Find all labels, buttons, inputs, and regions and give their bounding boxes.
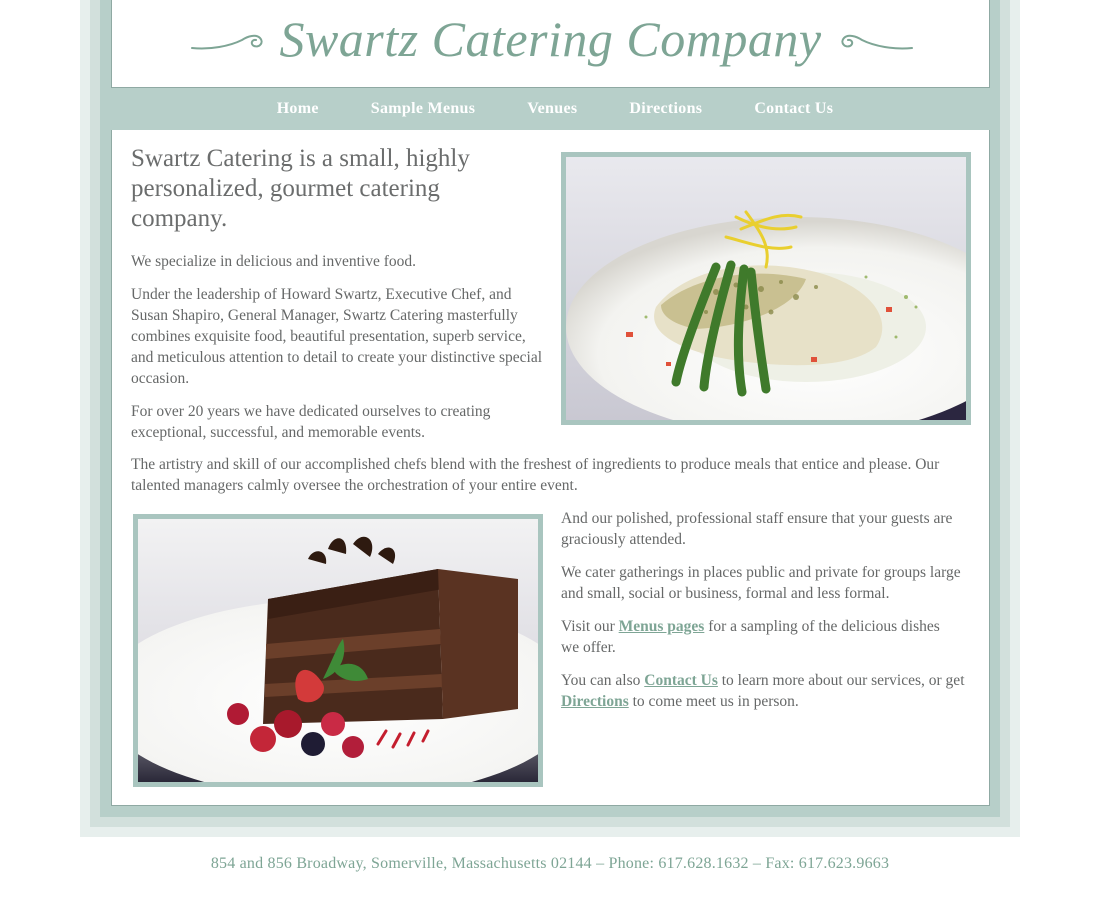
intro-heading: Swartz Catering is a small, highly personalized, gourmet catering company. [131, 145, 470, 232]
paragraph-staff: And our polished, professional staff ensure that your guests are graciously attended. [561, 510, 953, 548]
fish-dish-photo [561, 152, 971, 425]
paragraph-gatherings: We cater gatherings in places public and private for groups large and small, social or business, formal and less formal. [561, 564, 961, 602]
menus-pages-link[interactable]: Menus pages [618, 618, 705, 635]
site-title: Swartz Catering Company [279, 11, 822, 67]
contact-us-link[interactable]: Contact Us [644, 672, 718, 689]
footer-address: 854 and 856 Broadway, Somerville, Massachusetts 02144 – Phone: 617.628.1632 – Fax: 617.623.9663 [210, 855, 890, 872]
chocolate-cake-photo [133, 514, 543, 787]
paragraph-twenty-years: For over 20 years we have dedicated ourselves to creating exceptional, successful, and memorable events. [131, 403, 491, 441]
menus-text-before: Visit our [561, 618, 619, 635]
paragraph-specialize: We specialize in delicious and inventive food. [131, 253, 416, 270]
paragraph-leadership: Under the leadership of Howard Swartz, Executive Chef, and Susan Shapiro, General Manager, Swartz Catering masterfully combines exquisite food, beautiful presentation, superb service, and meticulous attention to detail to create your distinctive special occasion. [131, 286, 543, 387]
menus-text-after: for a sampling of the delicious dishes we offer. [561, 618, 940, 656]
chocolate-cake-image [138, 519, 538, 782]
paragraph-artistry: The artistry and skill of our accomplished chefs blend with the freshest of ingredients to produce meals that entice and please. Our talented managers calmly oversee the orchestration of your entire event. [131, 456, 940, 494]
nav-sample-menus[interactable]: Sample Menus [370, 100, 476, 117]
main-navigation [100, 88, 1000, 130]
nav-venues[interactable]: Venues [527, 100, 578, 117]
paragraph-menus [561, 616, 961, 658]
nav-directions[interactable]: Directions [629, 100, 703, 117]
nav-contact-us[interactable]: Contact Us [754, 100, 834, 117]
fish-dish-image [566, 157, 966, 420]
contact-text-middle: to learn more about our services, or get [717, 672, 965, 689]
paragraph-contact [561, 670, 973, 712]
right-flourish-icon [838, 28, 914, 54]
nav-home[interactable]: Home [276, 100, 319, 117]
site-header [111, 0, 990, 88]
main-content [111, 130, 990, 806]
contact-text-before: You can also [561, 672, 645, 689]
directions-link[interactable]: Directions [561, 693, 629, 710]
contact-text-after: to come meet us in person. [628, 693, 799, 710]
